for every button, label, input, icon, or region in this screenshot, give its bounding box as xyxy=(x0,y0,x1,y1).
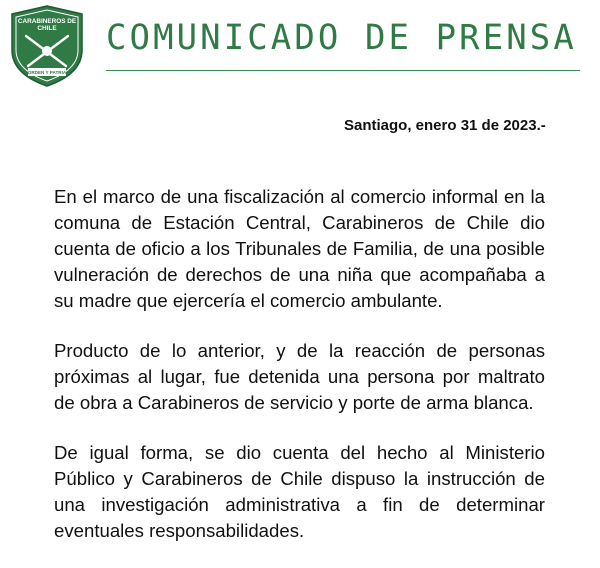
logo-top-text: CARABINEROS DE xyxy=(17,18,77,25)
paragraph: De igual forma, se dio cuenta del hecho al Ministerio Público y Carabineros de Chile dispuso la instrucción de una investigación administrativa a fin de determinar eventuales responsabilidades. xyxy=(54,442,545,541)
press-release-body xyxy=(54,184,545,568)
dateline: Santiago, enero 31 de 2023.- xyxy=(344,117,546,134)
page-title: COMUNICADO DE PRENSA xyxy=(106,18,577,58)
logo-motto-text: ORDEN Y PATRIA xyxy=(27,70,67,75)
paragraph: Producto de lo anterior, y de la reacción de personas próximas al lugar, fue detenida una persona por maltrato de obra a Carabineros de servicio y porte de arma blanca. xyxy=(54,340,545,413)
carabineros-logo xyxy=(8,4,86,88)
title-divider xyxy=(106,70,580,71)
emblem-star-icon xyxy=(42,46,52,56)
paragraph: En el marco de una fiscalización al comercio informal en la comuna de Estación Central, Carabineros de Chile dio cuenta de oficio a los Tribunales de Familia, de una posible vulneración de derechos de una niña que acompañaba a su madre que ejercería el comercio ambulante. xyxy=(54,186,545,311)
logo-country-text: CHILE xyxy=(37,25,57,32)
press-release-header xyxy=(0,0,600,90)
